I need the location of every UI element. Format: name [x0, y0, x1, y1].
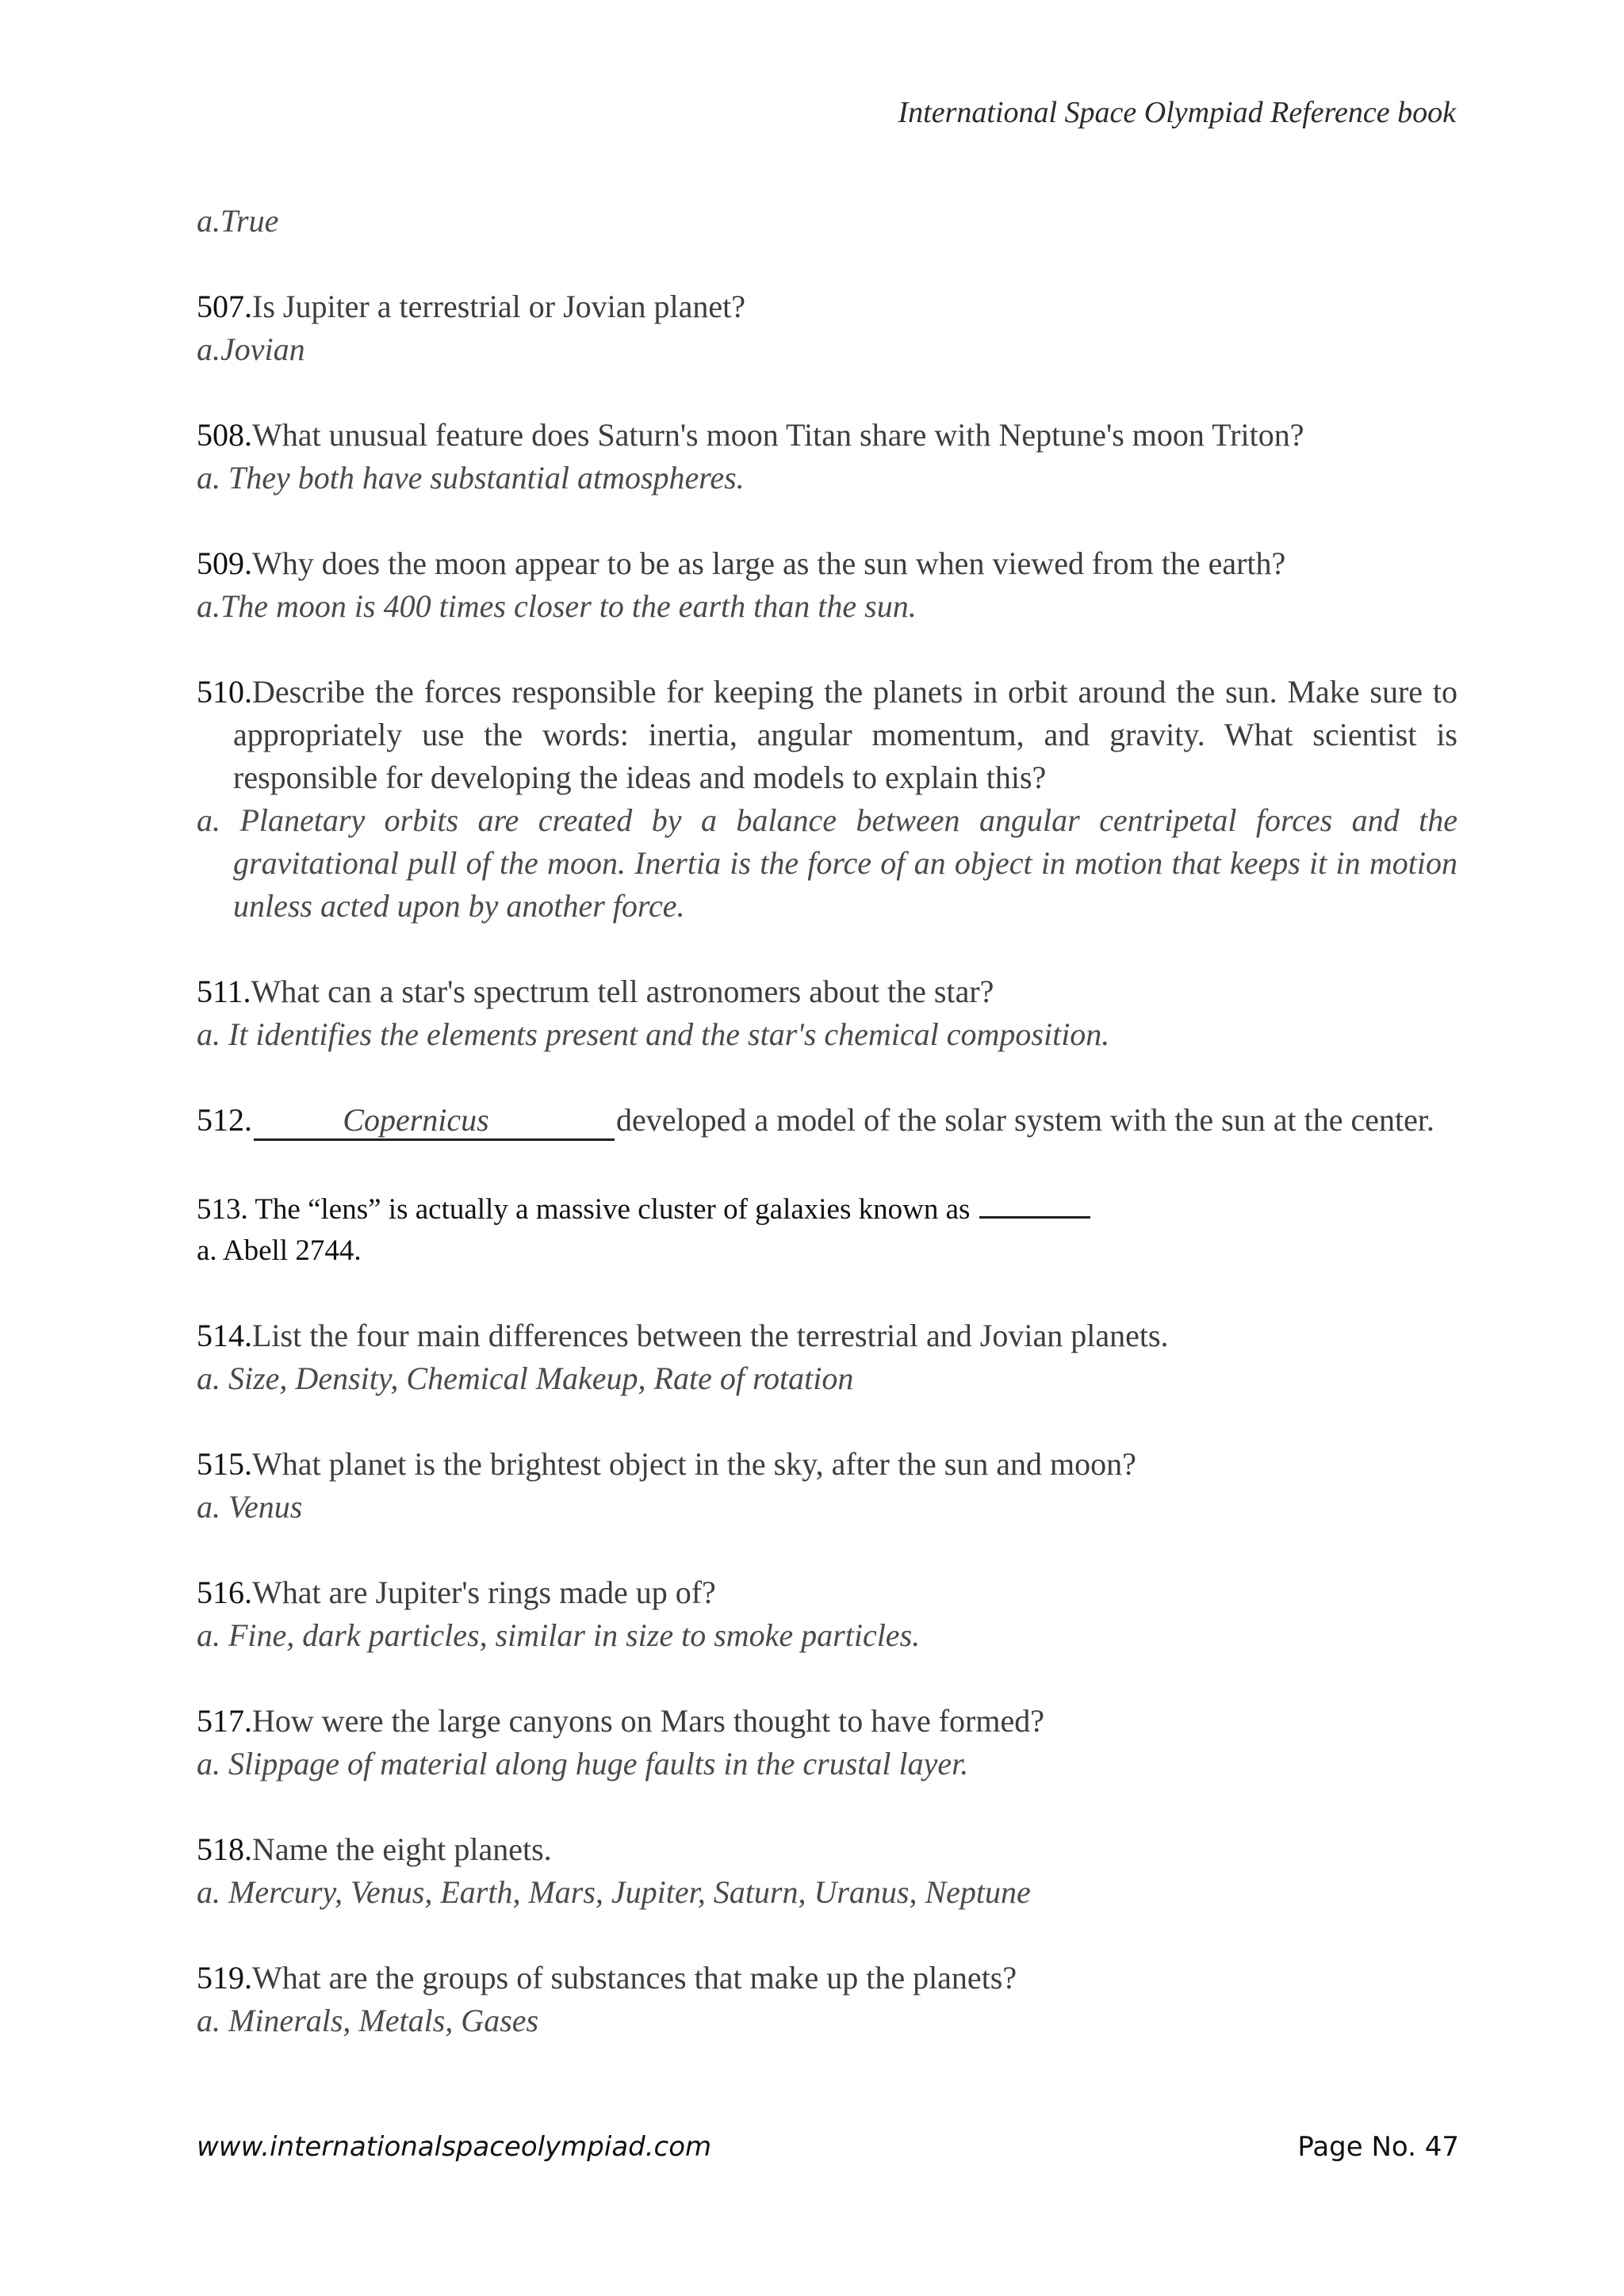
footer-website-url: www.internationalspaceolympiad.com — [197, 2131, 712, 2163]
answer: a. Planetary orbits are created by a balance between angular centripetal forces and the gravitational pull of the moon. Inertia is the force of an object in motion that keeps it in motion unless acted upon by another force. — [197, 802, 1457, 924]
running-header: International Space Olympiad Reference book — [898, 96, 1456, 129]
question-text: What unusual feature does Saturn's moon Titan share with Neptune's moon Triton? — [252, 417, 1304, 453]
question-507 — [197, 285, 1457, 371]
answer: a. They both have substantial atmospheres. — [197, 460, 745, 496]
answer: a. Size, Density, Chemical Makeup, Rate of rotation — [197, 1360, 854, 1396]
question-number: 509. — [197, 545, 252, 581]
answer: a. Abell 2744. — [197, 1234, 362, 1267]
fill-in-blank-line — [979, 1184, 1090, 1219]
question-text: What planet is the brightest object in the sky, after the sun and moon? — [252, 1446, 1136, 1482]
question-509 — [197, 542, 1457, 628]
question-text: developed a model of the solar system with the sun at the center. — [616, 1102, 1434, 1138]
question-517 — [197, 1700, 1457, 1785]
question-number: 508. — [197, 417, 252, 453]
question-516 — [197, 1571, 1457, 1657]
question-text: How were the large canyons on Mars thought to have formed? — [252, 1703, 1044, 1739]
fill-in-blank-answer: Copernicus — [254, 1102, 615, 1141]
question-number: 513. — [197, 1193, 248, 1226]
question-518 — [197, 1828, 1457, 1914]
footer-page-number: Page No. 47 — [1297, 2131, 1459, 2163]
answer: a. It identifies the elements present and the star's chemical composition. — [197, 1016, 1110, 1052]
question-512 — [197, 1099, 1457, 1142]
question-513 — [197, 1184, 1457, 1272]
question-text: What are Jupiter's rings made up of? — [252, 1575, 716, 1610]
question-number: 507. — [197, 289, 252, 324]
answer: a. Minerals, Metals, Gases — [197, 2003, 539, 2038]
question-510 — [197, 671, 1457, 928]
answer: a.True — [197, 203, 279, 239]
question-text: Name the eight planets. — [252, 1831, 552, 1867]
answer: a. Mercury, Venus, Earth, Mars, Jupiter, Saturn, Uranus, Neptune — [197, 1874, 1031, 1910]
question-text: Why does the moon appear to be as large as the sun when viewed from the earth? — [252, 545, 1286, 581]
question-number: 514. — [197, 1318, 252, 1353]
question-508 — [197, 414, 1457, 499]
question-text: List the four main differences between the terrestrial and Jovian planets. — [252, 1318, 1169, 1353]
question-text: Describe the forces responsible for keeping the planets in orbit around the sun. Make sure to appropriately use the words: inertia, angular momentum, and gravity. What scientist is responsible for developing the ideas and models to explain this? — [233, 674, 1457, 795]
question-text: What can a star's spectrum tell astronomers about the star? — [251, 974, 994, 1009]
question-number: 516. — [197, 1575, 252, 1610]
question-515 — [197, 1443, 1457, 1529]
question-519 — [197, 1957, 1457, 2042]
question-514 — [197, 1314, 1457, 1400]
answer: a.The moon is 400 times closer to the earth than the sun. — [197, 588, 917, 624]
question-number: 510. — [197, 674, 252, 710]
question-text: The “lens” is actually a massive cluster of galaxies known as — [247, 1193, 971, 1226]
question-number: 512. — [197, 1102, 252, 1138]
answer: a. Fine, dark particles, similar in size to smoke particles. — [197, 1617, 921, 1653]
intro-answer-block — [197, 200, 1457, 243]
question-number: 511. — [197, 974, 251, 1009]
question-text: Is Jupiter a terrestrial or Jovian planet? — [252, 289, 745, 324]
answer: a. Venus — [197, 1489, 303, 1525]
page-content — [197, 200, 1457, 2085]
answer: a.Jovian — [197, 331, 305, 367]
question-number: 519. — [197, 1960, 252, 1996]
question-511 — [197, 970, 1457, 1056]
answer: a. Slippage of material along huge faults in the crustal layer. — [197, 1746, 969, 1781]
question-number: 518. — [197, 1831, 252, 1867]
question-text: What are the groups of substances that make up the planets? — [252, 1960, 1017, 1996]
question-number: 515. — [197, 1446, 252, 1482]
question-number: 517. — [197, 1703, 252, 1739]
